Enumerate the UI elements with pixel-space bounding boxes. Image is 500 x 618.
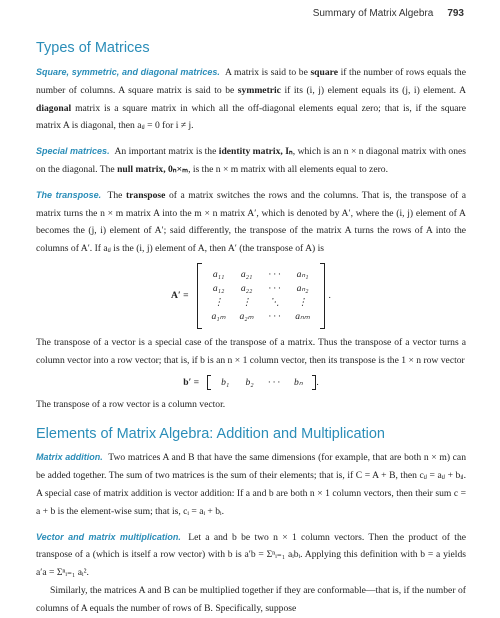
row-vector-period: . — [316, 377, 319, 389]
matrix-cell: ⋮ — [297, 297, 308, 309]
paragraph-transpose: The transpose. The transpose of a matrix switches the rows and the columns. That is, the transpose of a matrix turns the n × m matrix A into the m × n matrix A′, which is denoted by A′, where the (i, j) element of A becomes the (j, i) element of A′; said differently, the transpose of the matrix A turns the rows of A into the columns of A′. If aᵢⱼ is the (i, j) element of A, then A′ (the transpose of A) is — [36, 189, 466, 255]
matrix-cell: · · · — [268, 269, 281, 281]
matrix-cell: a₂ₘ — [239, 311, 254, 323]
matrix-label: A′ = — [171, 290, 189, 302]
term-diagonal: diagonal — [36, 102, 72, 114]
matrix-cell: a₂₁ — [240, 269, 253, 281]
right-bracket — [320, 263, 325, 329]
term-identity-matrix: identity matrix, Iₙ — [218, 146, 293, 158]
row-vector-cells — [214, 377, 309, 388]
run-in-heading: Matrix addition. — [36, 452, 103, 463]
matrix-cell: a₂₂ — [240, 283, 253, 295]
vector-cell: bₙ — [294, 377, 303, 389]
matrix-cell: · · · — [268, 311, 281, 323]
term-symmetric: symmetric — [237, 84, 281, 96]
matrix-cell: aₙₘ — [295, 311, 310, 323]
paragraph-square-symmetric-diagonal: Square, symmetric, and diagonal matrices. A matrix is said to be square if the number of rows equals the number of columns. A square matrix is said to be symmetric if its (i, j) element equals its (j, i) element. A diagonal matrix is a square matrix in which all the off-diagonal elements equal zero; that is, if the square matrix A is diagonal, then aᵢⱼ = 0 for i ≠ j. — [36, 67, 466, 132]
page-number: 793 — [447, 8, 464, 19]
run-in-heading: Special matrices. — [36, 146, 110, 157]
transpose-matrix-equation — [36, 258, 466, 334]
paragraph-matrix-addition: Matrix addition. Two matrices A and B that have the same dimensions (for example, that are both n × m) can be added together. The sum of two matrices is the sum of their elements; that is, if C = A + B, then cᵢⱼ = aᵢⱼ + bᵢⱼ. A special case of matrix addition is vector addition: If a and b are both n × 1 column vectors, then their sum c = a + b is the element-wise sum; that is, cᵢ = aᵢ + bᵢ. — [36, 452, 466, 517]
paragraph-vector-matrix-multiplication: Vector and matrix multiplication. Let a and b be two n × 1 column vectors. Then the product of the transpose of a (which is itself a row vector) with b is a′b = Σⁿᵢ₌₁ aᵢbᵢ. Applying this definition with b = a yields a′a = Σⁿᵢ₌₁ aᵢ². — [36, 531, 466, 579]
matrix-cell: a₁₁ — [212, 269, 225, 281]
matrix-cell: a₁₂ — [212, 283, 225, 295]
section-heading-types: Types of Matrices — [36, 40, 150, 56]
matrix-grid — [202, 268, 320, 324]
matrix-period: . — [328, 290, 331, 302]
matrix-cell: ⋮ — [241, 297, 252, 309]
paragraph-vector-transpose: The transpose of a vector is a special case of the transpose of a matrix. Thus the transpose of a vector turns a column vector into a row vector; that is, if b is an n × 1 column vector, then its transpose is the 1 × n row vector — [36, 336, 466, 366]
matrix-cell: aₙ₁ — [296, 269, 309, 281]
vector-cell: b₂ — [245, 377, 254, 389]
row-vector-equation — [36, 370, 466, 396]
left-bracket — [207, 375, 211, 390]
run-in-heading: The transpose. — [36, 189, 102, 200]
row-vector-label: b′ = — [183, 377, 200, 389]
paragraph-conformable: Similarly, the matrices A and B can be multiplied together if they are conformable—that is, if the number of columns of A equals the number of rows of B. Specifically, suppose — [36, 584, 466, 614]
running-header — [313, 8, 464, 19]
matrix-cell: ⋮ — [213, 297, 224, 309]
vector-cell: b₁ — [221, 377, 230, 389]
matrix-cell: aₙ₂ — [296, 283, 309, 295]
paragraph-row-vector-transpose: The transpose of a row vector is a column vector. — [36, 398, 226, 410]
matrix-cell: ⋱ — [269, 297, 280, 309]
matrix-cell: · · · — [268, 283, 281, 295]
term-square: square — [310, 67, 338, 78]
paragraph-special-matrices: Special matrices. An important matrix is the identity matrix, Iₙ, which is an n × n diagonal matrix with ones on the diagonal. The null matrix, 0ₙ×ₘ, is the n × m matrix with all elements equal to zero. — [36, 146, 467, 175]
term-null-matrix: null matrix, 0ₙ×ₘ — [117, 163, 189, 175]
header-title: Summary of Matrix Algebra — [312, 8, 434, 19]
page-body — [36, 40, 466, 618]
matrix-cell: a₁ₘ — [211, 311, 226, 323]
run-in-heading: Square, symmetric, and diagonal matrices. — [36, 67, 220, 77]
section-heading-elements: Elements of Matrix Algebra: Addition and Multiplication — [36, 426, 385, 443]
term-transpose: transpose — [125, 189, 166, 201]
vector-cell: · · · — [267, 377, 280, 389]
run-in-heading: Vector and matrix multiplication. — [36, 531, 181, 542]
